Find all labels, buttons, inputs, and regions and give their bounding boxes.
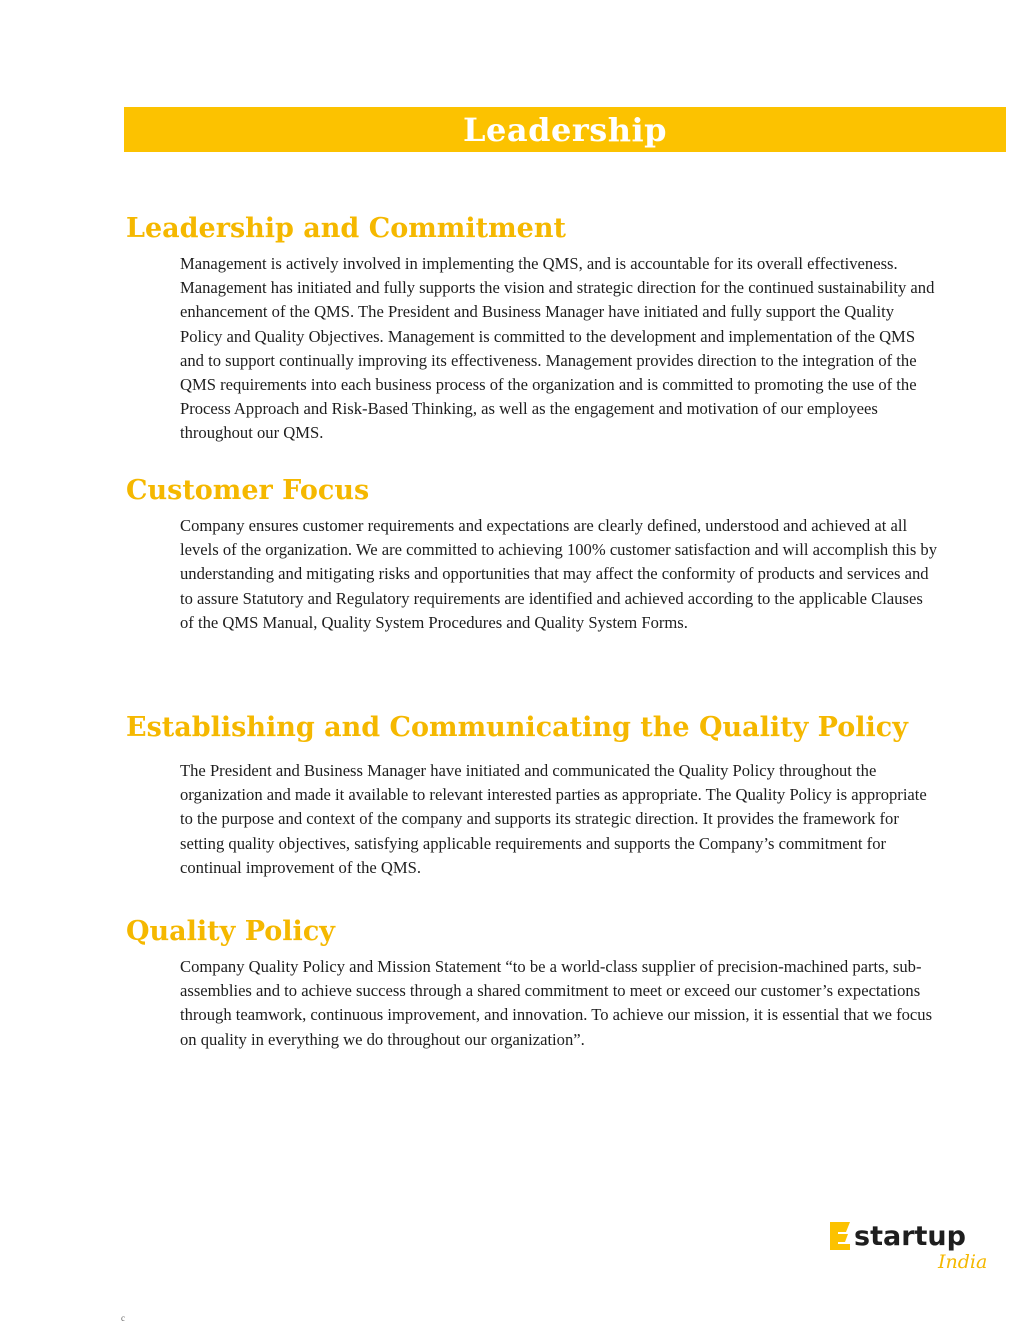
section-body-quality-policy-communication: The President and Business Manager have initiated and communicated the Quality Policy throughout the organization and made it available to relevant interested parties as appropriate. The Quality Policy is appropriate to the purpose and context of the company and supports its strategic direction. It provides the framework for setting quality objectives, satisfying applicable requirements and supports the Company’s commitment for continual improvement of the QMS.	[180, 761, 927, 877]
section-heading-customer-focus: Customer Focus	[126, 475, 370, 506]
footer-mark: c	[121, 1313, 125, 1323]
section-body-leadership-commitment: Management is actively involved in implementing the QMS, and is accountable for its overall effectiveness. Management has initiated and fully supports the vision and strategic direction for the continued sustainability and enhancement of the QMS. The President and Business Manager have initiated and fully support the Quality Policy and Quality Objectives. Management is committed to the development and implementation of the QMS and to support continually improving its effectiveness. Management provides direction to the integration of the QMS requirements into each business process of the organization and is committed to promoting the use of the Process Approach and Risk-Based Thinking, as well as the engagement and motivation of our employees throughout our QMS.	[180, 254, 935, 443]
page-title: Leadership	[463, 110, 667, 149]
title-banner	[124, 107, 1006, 152]
e-mark-icon	[830, 1222, 850, 1250]
section-heading-leadership-commitment: Leadership and Commitment	[126, 213, 566, 244]
section-heading-quality-policy-communication: Establishing and Communicating the Quality Policy	[126, 712, 908, 743]
startup-india-logo	[826, 1212, 996, 1274]
section-body-customer-focus: Company ensures customer requirements and expectations are clearly defined, understood and achieved at all levels of the organization. We are committed to achieving 100% customer satisfaction and will accomplish this by understanding and mitigating risks and opportunities that may affect the conformity of products and services and to assure Statutory and Regulatory requirements are identified and achieved according to the applicable Clauses of the QMS Manual, Quality System Procedures and Quality System Forms.	[180, 516, 938, 632]
logo-script: India	[938, 1251, 988, 1273]
section-body-quality-policy: Company Quality Policy and Mission Statement “to be a world-class supplier of precision-machined parts, sub-assemblies and to achieve success through a shared commitment to meet or exceed our customer’s expectations through teamwork, continuous improvement, and innovation. To achieve our mission, it is essential that we focus on quality in everything we do throughout our organization”.	[180, 957, 933, 1049]
section-heading-quality-policy: Quality Policy	[126, 916, 335, 947]
logo-wordmark: startup	[854, 1221, 966, 1252]
